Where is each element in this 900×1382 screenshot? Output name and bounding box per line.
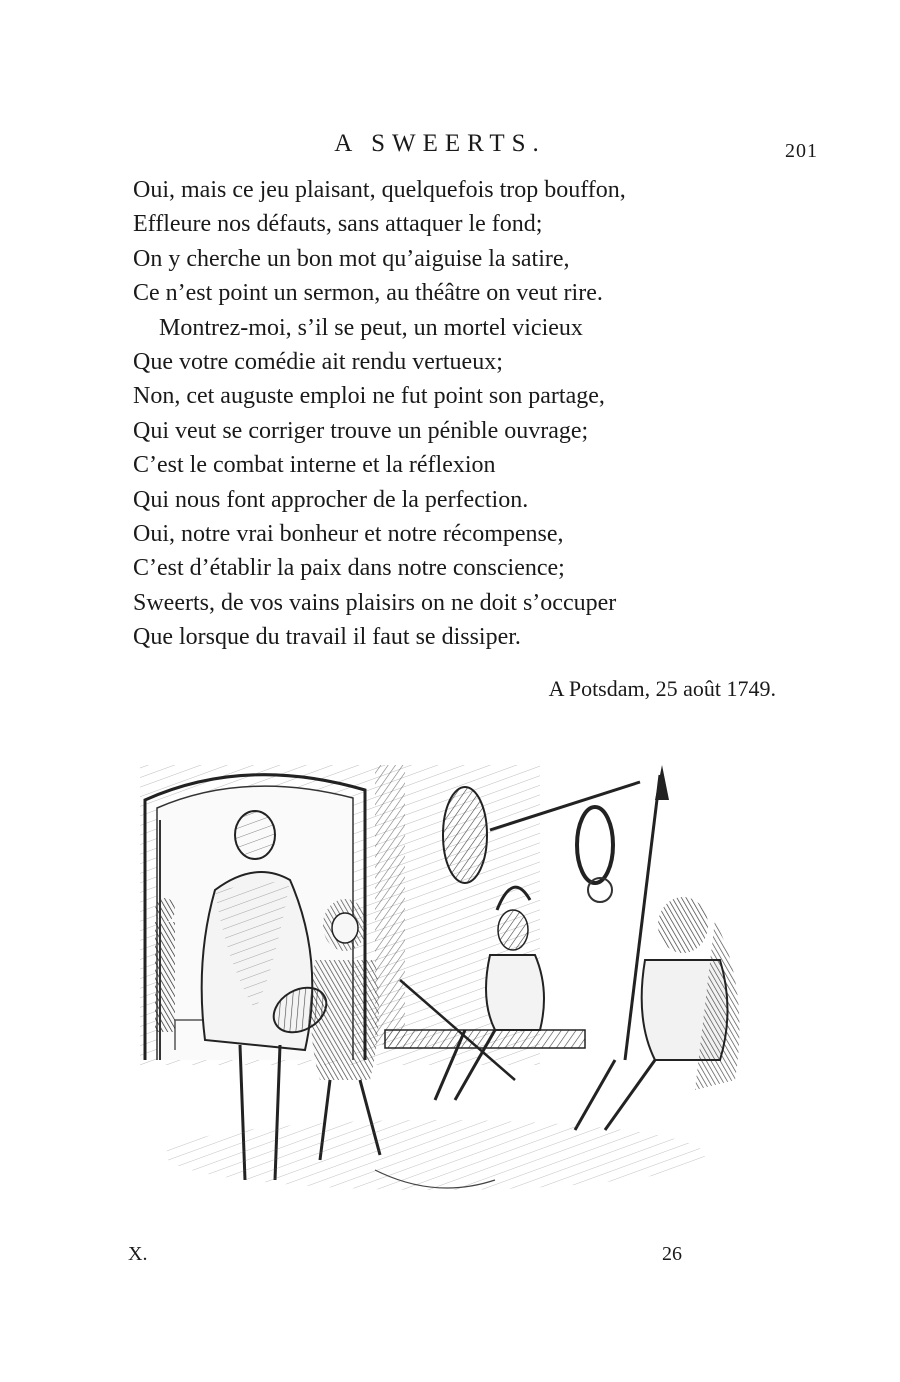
verse-line: Que votre comédie ait rendu vertueux; (133, 349, 503, 376)
verse-line: C’est le combat interne et la réflexion (133, 452, 496, 479)
signature-mark: 26 (662, 1243, 682, 1265)
volume-marker: X. (128, 1243, 148, 1265)
verse-line: Montrez-moi, s’il se peut, un mortel vicieux (159, 314, 583, 341)
verse-line: Qui nous font approcher de la perfection. (133, 486, 529, 513)
verse-line: Oui, mais ce jeu plaisant, quelquefois trop bouffon, (133, 177, 626, 203)
verse-line: Non, cet auguste emploi ne fut point son partage, (133, 383, 605, 410)
verse-line: On y cherche un bon mot qu’aiguise la satire, (133, 245, 570, 272)
page-title: A SWEERTS. (334, 130, 546, 157)
verse-line: Sweerts, de vos vains plaisirs on ne doit s’occuper (133, 589, 617, 616)
verse-line: Oui, notre vrai bonheur et notre récompense, (133, 521, 564, 548)
verse-line: Ce n’est point un sermon, au théâtre on veut rire. (133, 280, 603, 307)
verse-line: Que lorsque du travail il faut se dissiper. (133, 624, 521, 651)
poem-body (133, 173, 773, 655)
page-number: 201 (785, 140, 818, 162)
engraving-svg (135, 760, 750, 1220)
verse-line: Effleure nos défauts, sans attaquer le fond; (133, 211, 543, 238)
engraving-illustration (135, 760, 750, 1220)
verse-line: C’est d’établir la paix dans notre conscience; (133, 555, 565, 582)
date-signature: A Potsdam, 25 août 1749. (548, 676, 776, 701)
verse-line: Qui veut se corriger trouve un pénible ouvrage; (133, 417, 589, 444)
